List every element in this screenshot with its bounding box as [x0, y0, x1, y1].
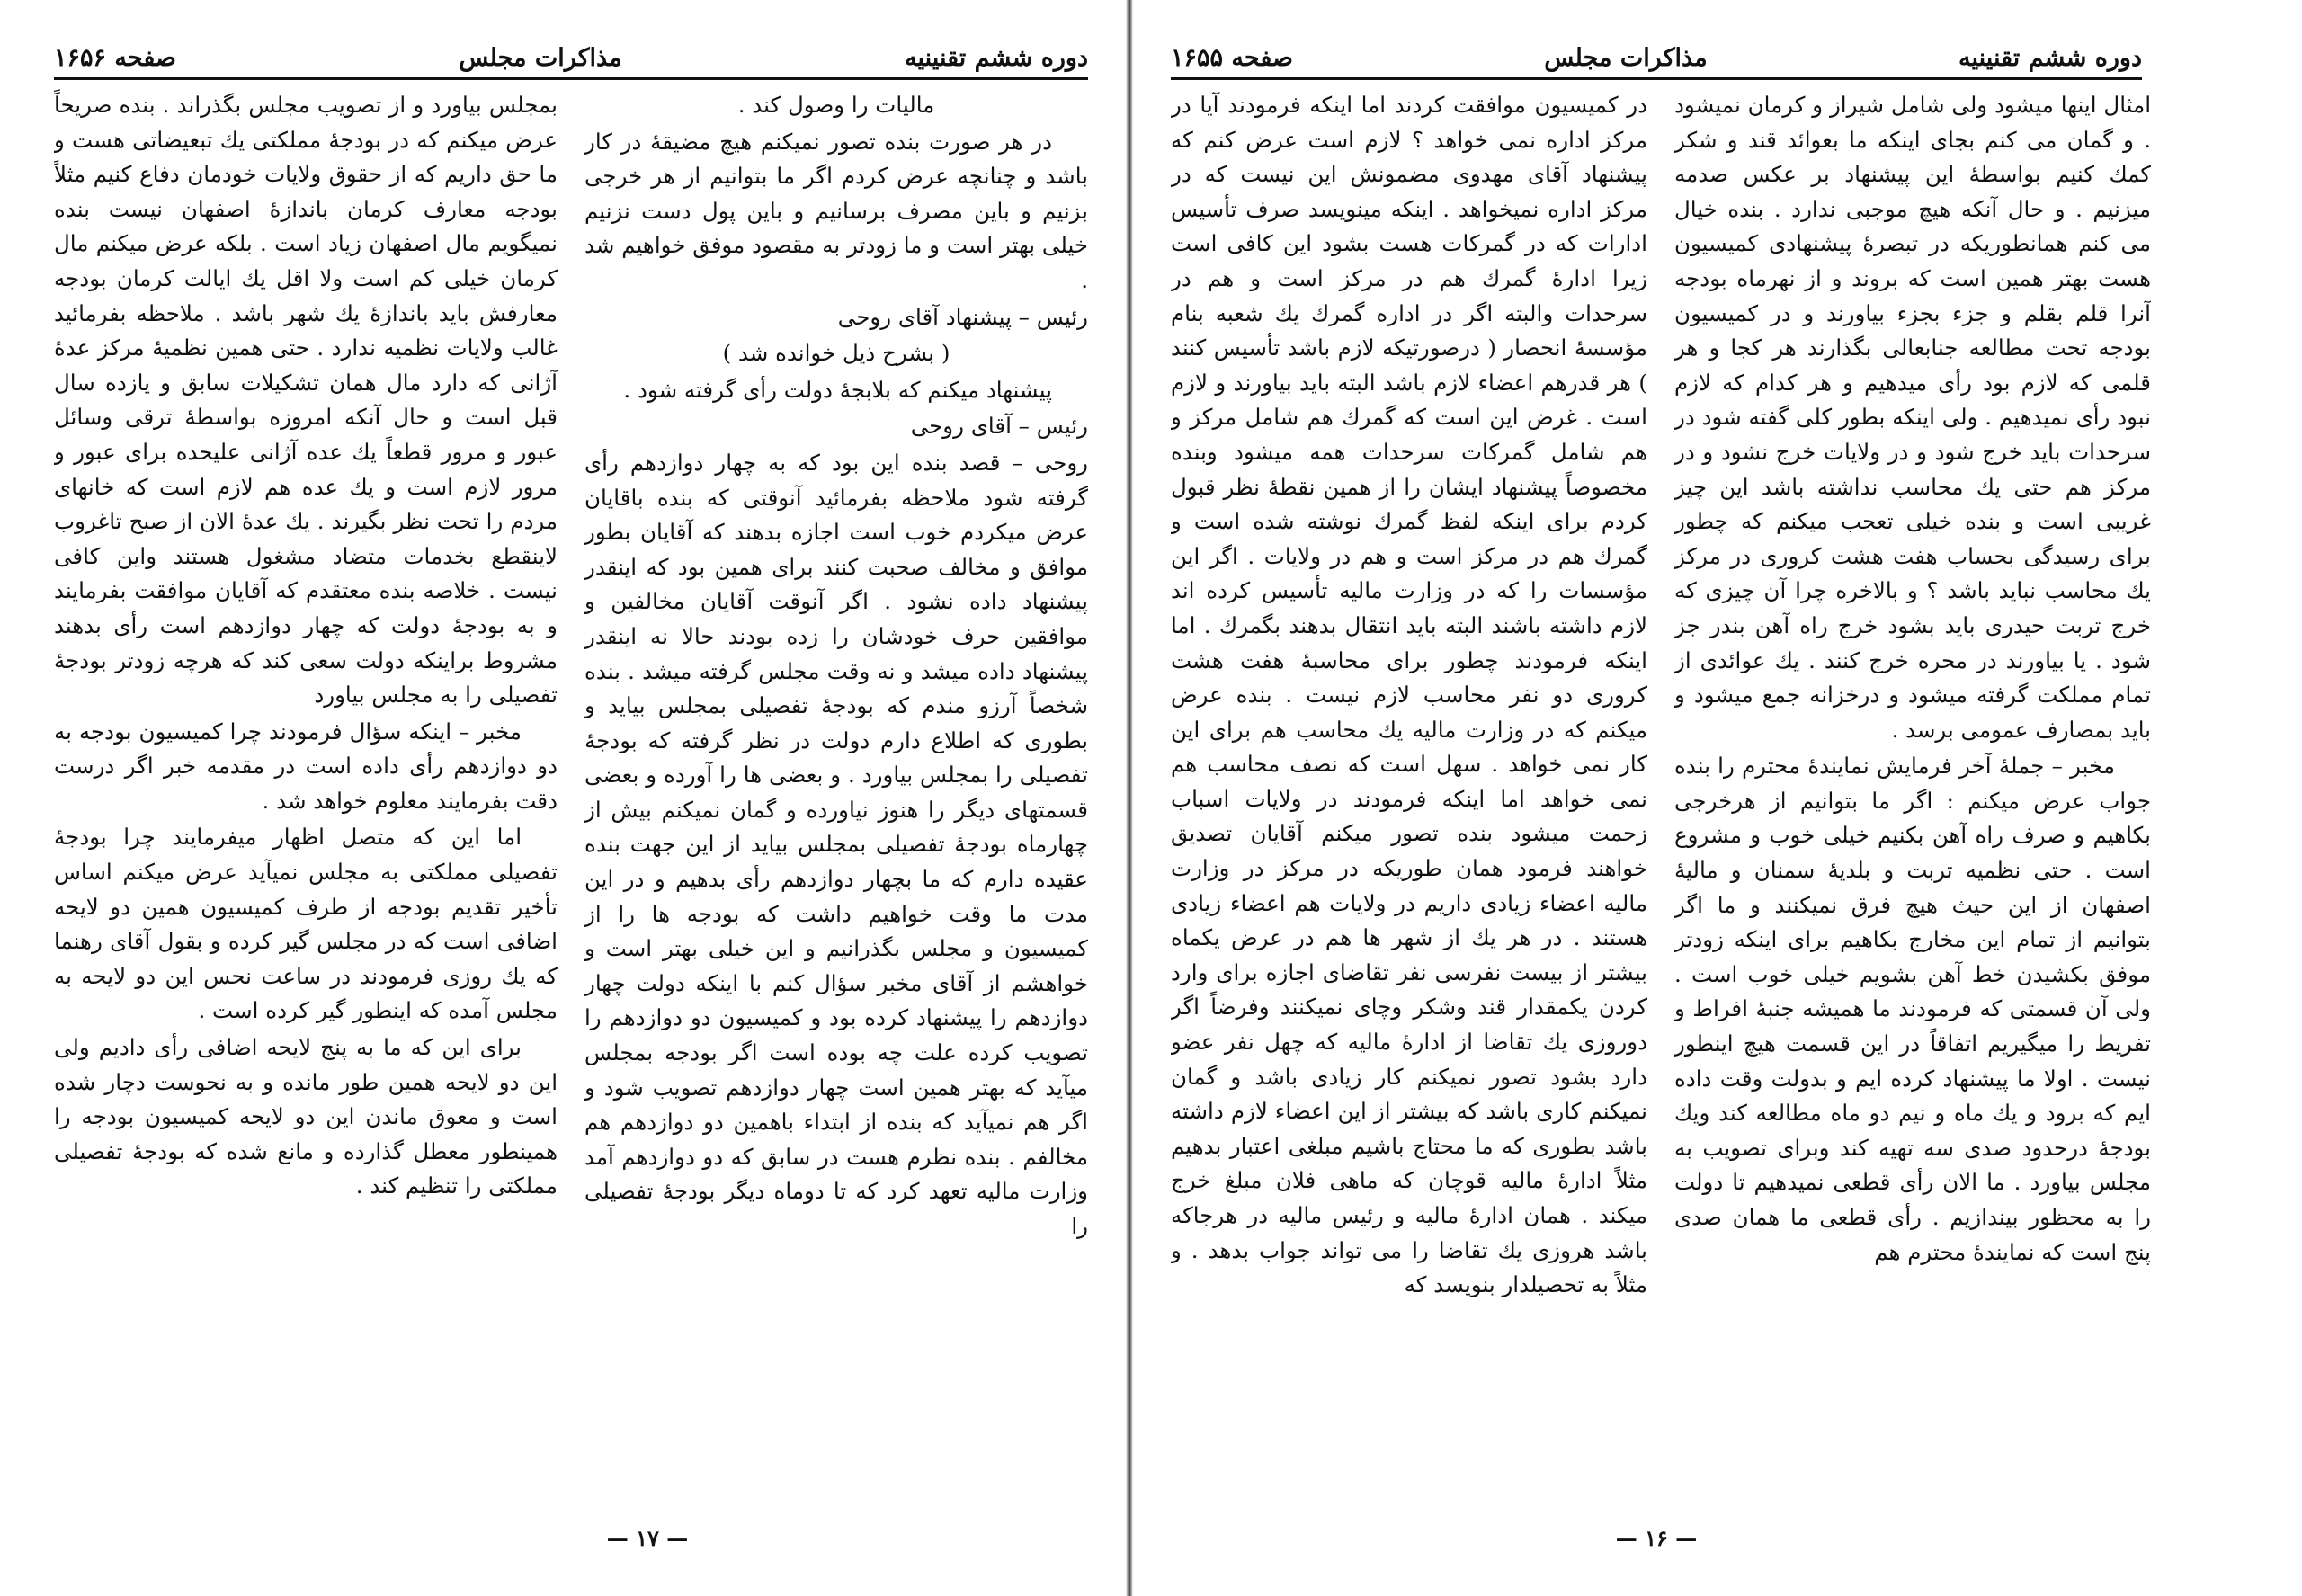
paragraph: پیشنهاد میکنم که بلابجهٔ دولت رأی گرفته شود .: [623, 376, 1052, 403]
text-column-left: [54, 88, 558, 1491]
right-page: [1153, 0, 2160, 1596]
page-footer-number: — ۱۷ —: [606, 1525, 689, 1551]
session-label: دوره ششم تقنینیه: [905, 44, 1088, 72]
page-header: [54, 31, 1088, 80]
paragraph: مالیات را وصول کند .: [737, 92, 935, 118]
speaker-heading: رئیس – پیشنهاد آقای روحی: [837, 303, 1088, 330]
session-label: دوره ششم تقنینیه: [1958, 44, 2142, 72]
page-number-label: صفحه ۱۶۵۵: [1171, 44, 1293, 72]
journal-title: مذاکرات مجلس: [459, 44, 622, 72]
paragraph: امثال اینها میشود ولی شامل شیراز و کرمان نمیشود . و گمان می کنم بجای اینکه ما بعوائد قند و شکر کمك کنیم بواسطهٔ این پیشنهاد بر عکس صدمه میزنیم . و حال آنکه هیچ موجبی ندارد . بنده خیال می کنم همانطوریکه در تبصرهٔ پیشنهادی کمیسیون هست بهتر همین است که بروند و از نهرماه بودجه آنرا قلم بقلم و جزء بجزء بیاورند و در کمیسیون بودجه تحت مطالعه جنابعالی بگذارند هر کجا و هر قلمی که لازم بود رأی میدهیم و هر کدام که لازم نبود رأی نمیدهیم . ولی اینکه بطور کلی گفته شود در سرحدات باید خرج شود و در ولایات خرج نشود و در مرکز هم حتی یك محاسب نداشته باشد این چیز غریبی است و بنده خیلی تعجب میکنم که چطور برای رسیدگی بحساب هفت هشت کروری در مرکز یك محاسب نباید باشد ؟ و بالاخره چرا آن چیزی که خرج تربت حیدری باید بشود خرج راه آهن بندر جز شود . یا بیاورند در محره خرج کنند . یك عوائدی از تمام مملکت گرفته میشود و درخزانه جمع میشود و باید بمصارف عمومی برسد .: [1674, 92, 2151, 743]
left-page: [36, 0, 1106, 1596]
page-header: [1171, 31, 2142, 80]
page-number-label: صفحه ۱۶۵۶: [54, 44, 176, 72]
paragraph: بمجلس بیاورد و از تصویب مجلس بگذراند . بنده صریحاً عرض میکنم که در بودجهٔ مملکتی یك تبعیضاتی هست و ما حق داریم که از حقوق ولایات خودمان دفاع کنیم مثلاً بودجه معارف کرمان باندازهٔ اصفهان نیست بنده نمیگویم مال اصفهان زیاد است . بلکه عرض میکنم مال کرمان خیلی کم است ولا اقل یك ایالت کرمان بودجه معارفش باید باندازهٔ یك شهر باشد . ملاحظه بفرمائید غالب ولایات نظمیه ندارد . حتی همین نظمیهٔ مرکز عدهٔ آژانی که دارد مال همان تشکیلات سابق و یازده سال قبل است و حال آنکه امروزه بواسطهٔ ترقی وسائل عبور و مرور قطعاً یك عده آژانی علیحده برای عبور و مرور لازم است و یك عده هم لازم است که خانهای مردم را تحت نظر بگیرند . یك عدهٔ الان از صبح تاغروب لاینقطع بخدمات متضاد مشغول هستند واین کافی نیست . خلاصه بنده معتقدم که آقایان موافقت بفرمایند و به بودجهٔ دولت که چهار دوازدهم است رأی بدهند مشروط براینکه دولت سعی کند که هرچه زودتر بودجهٔ تفصیلی را به مجلس بیاورد: [54, 92, 558, 709]
text-column-left: [1171, 88, 1647, 1491]
book-gutter: [1126, 0, 1133, 1596]
paragraph: مخبر – اینکه سؤال فرمودند چرا کمیسیون بودجه به دو دوازدهم رأی داده است در مقدمه خبر اگر درست دقت بفرمایند معلوم خواهد شد .: [54, 718, 558, 814]
page-footer-number: — ۱۶ —: [1615, 1525, 1698, 1551]
text-column-right: [584, 88, 1088, 1491]
paragraph: روحی – قصد بنده این بود که به چهار دوازدهم رأی گرفته شود ملاحظه بفرمائید آنوقتی که بنده باقایان عرض میکردم خوب است اجازه بدهند که آقایان بطور موافق و مخالف صحبت کنند برای همین بود که اینقدر پیشنهاد داده نشود . اگر آنوقت آقایان مخالفین و موافقین حرف خودشان را زده بودند حالا نه اینقدر پیشنهاد داده میشد و نه وقت مجلس گرفته میشد . بنده شخصاً آرزو مندم که بودجهٔ تفصیلی بمجلس بیاید و بطوری که اطلاع دارم دولت در نظر گرفته که بودجهٔ تفصیلی را بمجلس بیاورد . و بعضی ها را آورده و بعضی قسمتهای دیگر را هنوز نیاورده و گمان نمیکنم بیش از چهارماه بودجهٔ تفصیلی بمجلس بیاید از این جهت بنده عقیده دارم که ما بچهار دوازدهم رأی بدهیم و در این مدت ما وقت خواهیم داشت که بودجه ها را از کمیسیون و مجلس بگذرانیم و این خیلی بهتر است و خواهشم از آقای مخبر سؤال کنم با اینکه دولت چهار دوازدهم را پیشنهاد کرده بود و کمیسیون دو دوازدهم را تصویب کرده علت چه بوده است اگر بودجه بمجلس میآید که بهتر همین است چهار دوازدهم تصویب شود و اگر هم نمیآید که بنده از ابتداء باهمین دو دوازدهم هم مخالفم . بنده نظرم هست در سابق که دو دوازدهم آمد وزارت مالیه تعهد کرد که تا دوماه دیگر بودجهٔ تفصیلی را: [584, 449, 1088, 1239]
journal-title: مذاکرات مجلس: [1544, 44, 1708, 72]
paragraph: مخبر – جملهٔ آخر فرمایش نمایندهٔ محترم را بنده جواب عرض میکنم : اگر ما بتوانیم از هرخرجی بکاهیم و صرف راه آهن بکنیم خیلی خوب و مشروع است . حتی نظمیه تربت و بلدیهٔ سمنان و مالیهٔ اصفهان از این حیث هیچ فرق نمیکنند و ما اگر بتوانیم از تمام این مخارج بکاهیم برای اینکه زودتر موفق بکشیدن خط آهن بشویم خیلی خوب است . ولی آن قسمتی که فرمودند ما همیشه جنبهٔ افراط و تفریط را میگیریم اتفاقاً در این قسمت هیچ اینطور نیست . اولا ما پیشنهاد کرده ایم و بدولت وقت داده ایم که برود و یك ماه و نیم دو ماه مطالعه کند ویك بودجهٔ درحدود صدی سه تهیه کند وبرای تصویب به مجلس بیاورد . ما الان رأی قطعی نمیدهیم تا دولت را به محظور بیندازیم . رأی قطعی ما همان صدی پنج است که نمایندهٔ محترم هم: [1674, 753, 2151, 1265]
paragraph: در کمیسیون موافقت کردند اما اینکه فرمودند آیا در مرکز اداره نمی خواهد ؟ لازم است عرض کنم که پیشنهاد آقای مهدوی مضمونش این نیست که در مرکز اداره نمیخواهد . اینکه مینویسد صرف تأسیس ادارات که در گمرکات هست بشود این کافی است زیرا ادارهٔ گمرك هم در مرکز است و هم در سرحدات والبته اگر در اداره گمرك یك شعبه بنام مؤسسهٔ انحصار ( درصورتیکه لازم باشد تأسیس کنند ) هر قدرهم اعضاء لازم باشد البته باید بیاورند و لازم است . غرض این است که گمرك هم شامل مرکز و هم شامل گمرکات سرحدات همه میشود وبنده مخصوصاً پیشنهاد ایشان را از همین نقطهٔ نظر قبول کردم برای اینکه لفظ گمرك نوشته شده است و گمرك هم در مرکز است و هم در ولایات . اگر این مؤسسات را که در وزارت مالیه تأسیس کرده اند لازم داشته باشند البته باید انتقال بدهند بگمرك . اما اینکه فرمودند چطور برای محاسبهٔ هفت هشت کروری دو نفر محاسب لازم نیست . بنده عرض میکنم که در وزارت مالیه یك محاسب هم برای این کار نمی خواهد . سهل است که نصف محاسب هم نمی خواهد اما اینکه فرمودند در ولایات اسباب زحمت میشود بنده تصور میکنم آقایان تصدیق خواهند فرمود همان طوریکه در مرکز در وزارت مالیه اعضاء زیادی داریم در ولایات هم اعضاء زیادی هستند . در هر یك از شهر ها هم در عرض یکماه بیشتر از بیست نفرسی نفر تقاضای اجازه برای وارد کردن یکمقدار قند وشکر وچای نمیکنند وفرضاً اگر دوروزی یك تقاضا از ادارهٔ مالیه که چهل نفر عضو دارد بشود تصور نمیکنم کار زیادی باشد و گمان نمیکنم کاری باشد که بیشتر از این اعضاء لازم داشته باشد بطوری که ما محتاج باشیم مبلغی اعتبار بدهیم مثلاً ادارهٔ مالیه قوچان که ماهی فلان مبلغ خرج میکند . همان ادارهٔ مالیه و رئیس مالیه در هرجاکه باشد هروزی یك تقاضا را می تواند جواب بدهد . و مثلاً به تحصیلدار بنویسد که: [1171, 92, 1647, 1298]
speaker-heading: رئیس – آقای روحی: [910, 413, 1088, 440]
paragraph: برای این که ما به پنج لایحه اضافی رأی دادیم ولی این دو لایحه همین طور مانده و به نحوست دچار شده است و معوق ماندن این دو لایحه کمیسیون بودجه را همینطور معطل گذارده و مانع شده که بودجهٔ تفصیلی مملکتی را تنظیم کند .: [54, 1034, 558, 1199]
text-column-right: [1674, 88, 2151, 1491]
paragraph: اما این که متصل اظهار میفرمایند چرا بودجهٔ تفصیلی مملکتی به مجلس نمیآید عرض میکنم اساس تأخیر تقدیم بودجه از طرف کمیسیون همین دو لایحه اضافی است که در مجلس گیر کرده و بقول آقای رهنما که یك روزی فرمودند در ساعت نحس این دو لایحه به مجلس آمده که اینطور گیر کرده است .: [54, 824, 558, 1024]
paragraph: در هر صورت بنده تصور نمیکنم هیچ مضیقهٔ در کار باشد و چنانچه عرض کردم اگر ما بتوانیم از هر خرجی بزنیم و باین مصرف برسانیم و باین پول دست نزنیم خیلی بهتر است و ما زودتر به مقصود موفق خواهیم شد .: [584, 128, 1088, 293]
note: ( بشرح ذیل خوانده شد ): [722, 340, 950, 367]
